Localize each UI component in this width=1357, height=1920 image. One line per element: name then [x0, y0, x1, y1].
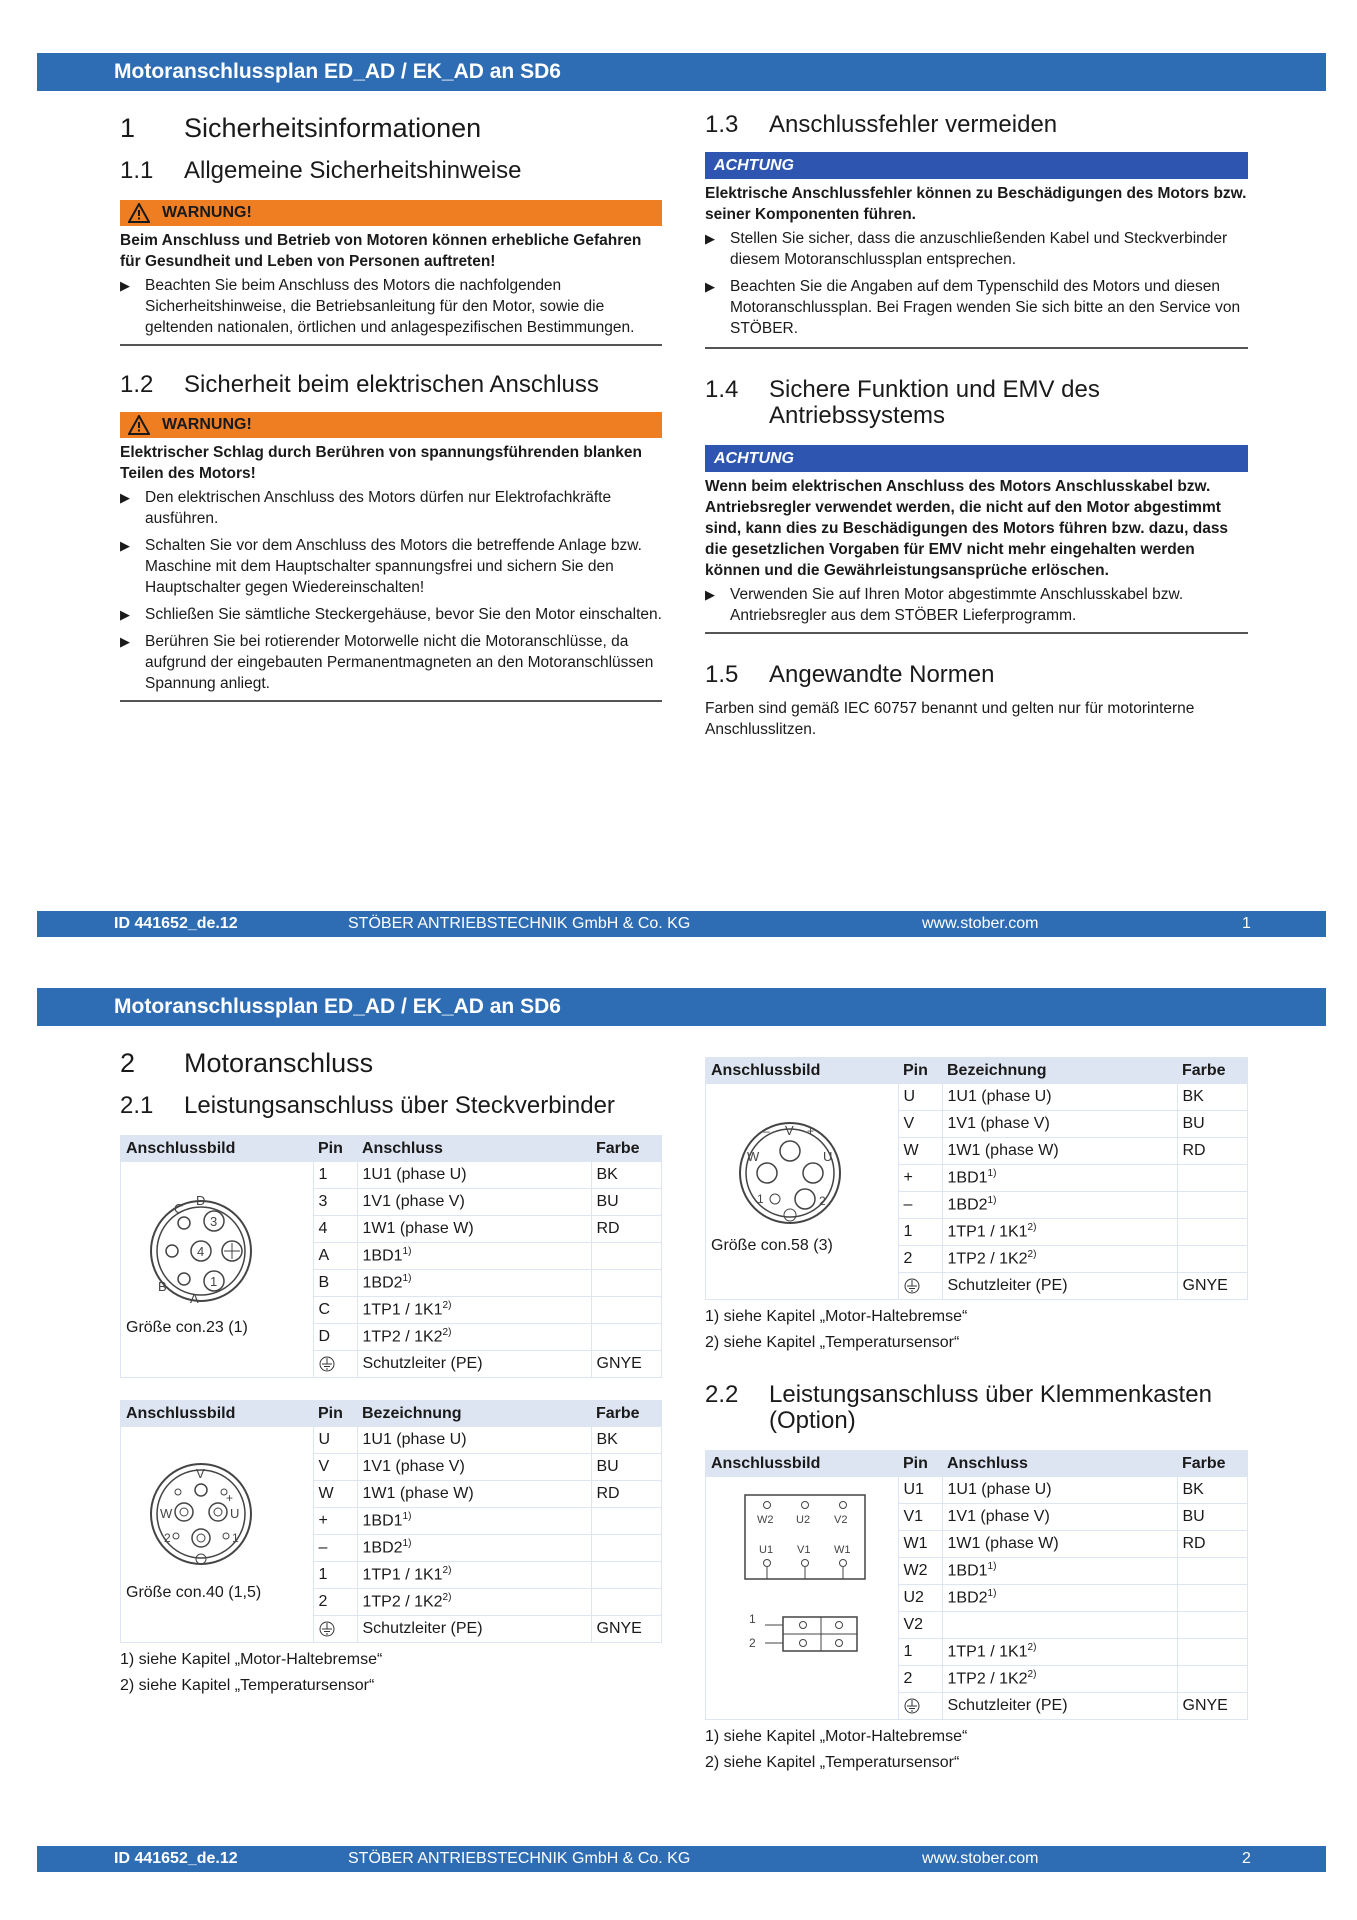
pin-label: V	[785, 1123, 794, 1138]
table-row: Schutzleiter (PE) GNYE	[706, 1273, 1248, 1300]
table-row: 2 1TP2 / 1K2$^{2)}$	[121, 1589, 662, 1616]
footnote: 2) siehe Kapitel „Temperatursensor“	[705, 1754, 960, 1771]
table-row: V U W + 2 1 Größe con.40 (1,5) U 1U1 (phase U) BK	[121, 1427, 662, 1454]
list-item: ▶ Verwenden Sie auf Ihren Motor abgestimmte Anschlusskabel bzw. Antriebsregler aus dem STÖBER Lieferprogramm.	[705, 584, 1248, 626]
terminal-box-icon	[735, 1487, 885, 1687]
table-row: W 1W1 (phase W) RD	[706, 1138, 1248, 1165]
column-header: Farbe	[591, 1136, 662, 1163]
table-row: V 1V1 (phase V) BU	[706, 1111, 1248, 1138]
ground-icon	[319, 1621, 335, 1637]
column-header: Bezeichnung	[357, 1401, 591, 1428]
connector-con23-icon	[146, 1191, 256, 1311]
notice-text: Elektrische Anschlussfehler können zu Beschädigungen des Motors bzw. seiner Komponenten führen.	[705, 185, 1247, 223]
doc-id: ID 441652_de.12	[114, 1850, 238, 1867]
column-header: Pin	[313, 1136, 357, 1163]
divider	[120, 344, 662, 346]
list-item: ▶ Beachten Sie beim Anschluss des Motors die nachfolgenden Sicherheitshinweise, die Betriebsanleitung für den Motor, sowie die geltenden nationalen, örtlichen und anlagespezifischen Bestimmungen.	[120, 275, 662, 338]
ground-icon	[904, 1698, 920, 1714]
notice-text: Wenn beim elektrischen Anschluss des Motors Anschlusskabel bzw. Antriebsregler verwendet werden, die nicht auf den Motor abgestimmt sind, kann dies zu Beschädigungen des Motors führen bzw. dazu, dass die gesetzlichen Vorgaben für EMV nicht mehr eingehalten werden können und die Gewährleistungsansprüche erlöschen.	[705, 478, 1229, 579]
pin-label: 1	[232, 1531, 239, 1545]
company-name: STÖBER ANTRIEBSTECHNIK GmbH & Co. KG	[348, 1850, 691, 1867]
page1-footer	[37, 911, 1326, 937]
doc-id: ID 441652_de.12	[114, 915, 238, 932]
table-terminal-box	[705, 1450, 1248, 1720]
size-label: Größe con.40 (1,5)	[126, 1584, 262, 1601]
table-row: B 1BD2$^{1)}$	[121, 1270, 662, 1297]
warning-text: Elektrischer Schlag durch Berühren von spannungsführenden blanken Teilen des Motors!	[120, 444, 642, 482]
footnote: 1) siehe Kapitel „Motor-Haltebremse“	[705, 1728, 968, 1745]
column-header: Farbe	[1177, 1451, 1248, 1478]
column-header: Anschlussbild	[121, 1136, 314, 1163]
pin-label: 1	[757, 1192, 764, 1206]
divider	[705, 632, 1248, 634]
connector-con40-icon	[146, 1456, 256, 1576]
terminal-label: V2	[834, 1514, 848, 1526]
table-con58	[705, 1057, 1248, 1300]
ground-icon	[319, 1356, 335, 1372]
list-item: ▶ Schließen Sie sämtliche Steckergehäuse, bevor Sie den Motor einschalten.	[120, 604, 662, 625]
ground-icon	[904, 1278, 920, 1294]
table-con23	[120, 1135, 662, 1378]
pin-label: –	[763, 1124, 770, 1138]
page2-header	[37, 988, 1326, 1026]
list-item: ▶ Den elektrischen Anschluss des Motors dürfen nur Elektrofachkräfte ausführen.	[120, 487, 662, 529]
connector-con58-icon	[735, 1115, 845, 1235]
doc-title: Motoranschlussplan ED_AD / EK_AD an SD6	[114, 995, 561, 1018]
connector-diagram-con58	[706, 1084, 899, 1300]
list-item: ▶ Berühren Sie bei rotierender Motorwelle nicht die Motoranschlüsse, da aufgrund der eingebauten Permanentmagneten an den Motoranschlüssen Spannung anliegt.	[120, 631, 662, 694]
left-column-p1	[120, 112, 662, 702]
pin-label: W	[160, 1506, 173, 1521]
pin-label: 4	[197, 1244, 205, 1259]
terminal-label: 2	[749, 1636, 756, 1650]
table-row: V1 1V1 (phase V) BU	[706, 1504, 1248, 1531]
footnote: 2) siehe Kapitel „Temperatursensor“	[705, 1334, 960, 1351]
page1-header	[37, 53, 1326, 91]
table-row: 2 1TP2 / 1K2$^{2)}$	[706, 1246, 1248, 1273]
pin-label: +	[226, 1491, 234, 1505]
size-label: Größe con.23 (1)	[126, 1319, 248, 1336]
table-row: 4 1W1 (phase W) RD	[121, 1216, 662, 1243]
column-header: Pin	[898, 1451, 942, 1478]
table-row: Schutzleiter (PE) GNYE	[121, 1616, 662, 1643]
terminal-label: W1	[834, 1544, 851, 1556]
list-item: ▶ Stellen Sie sicher, dass die anzuschließenden Kabel und Steckverbinder diesem Motoranschlussplan entsprechen.	[705, 228, 1248, 270]
pin-label: V	[196, 1466, 205, 1481]
table-row: V U W + – 1 2 Größe con.58 (3) U 1U1 (phase U) BK	[706, 1084, 1248, 1111]
website-link[interactable]: www.stober.com	[922, 915, 1039, 932]
terminal-label: 1	[749, 1612, 756, 1626]
terminal-box-diagram	[706, 1477, 899, 1720]
terminal-label: U2	[796, 1514, 811, 1526]
table-row: 1 1TP1 / 1K1$^{2)}$	[706, 1639, 1248, 1666]
pin-label: W	[747, 1149, 760, 1164]
footnote: 1) siehe Kapitel „Motor-Haltebremse“	[705, 1308, 968, 1325]
table-row: Schutzleiter (PE) GNYE	[121, 1351, 662, 1378]
table-row: A 1BD1$^{1)}$	[121, 1243, 662, 1270]
column-header: Anschluss	[942, 1451, 1177, 1478]
footnote: 2) siehe Kapitel „Temperatursensor“	[120, 1677, 375, 1694]
pin-label: D	[196, 1193, 206, 1208]
list-item: ▶ Schalten Sie vor dem Anschluss des Motors die betreffende Anlage bzw. Maschine mit dem Hauptschalter spannungsfrei und sichern Sie den Hauptschalter gegen Wiedereinschalten!	[120, 535, 662, 598]
table-row: C D 3 4 B A 1 Größe con.23 (1) 1 1U1 (phase U) BK	[121, 1162, 662, 1189]
terminal-label: W2	[757, 1514, 774, 1526]
pin-label: +	[807, 1124, 815, 1138]
table-row: 2 1TP2 / 1K2$^{2)}$	[706, 1666, 1248, 1693]
table-row: 1 1TP1 / 1K1$^{2)}$	[706, 1219, 1248, 1246]
page2-footer	[37, 1846, 1326, 1872]
section-2-heading: 2 Motoranschluss	[120, 1048, 374, 1078]
connector-diagram-con40	[121, 1427, 314, 1643]
table-row: W2 U2 V2 U1 V1 W1 1 2 U1 1U1 (phase U) BK	[706, 1477, 1248, 1504]
terminal-label: U1	[759, 1544, 774, 1556]
column-header: Anschlussbild	[121, 1401, 314, 1428]
table-row: V2	[706, 1612, 1248, 1639]
size-label: Größe con.58 (3)	[711, 1237, 833, 1254]
table-row: – 1BD2$^{1)}$	[706, 1192, 1248, 1219]
column-header: Bezeichnung	[942, 1058, 1177, 1085]
table-row: C 1TP1 / 1K1$^{2)}$	[121, 1297, 662, 1324]
warning-banner: WARNUNG!	[120, 412, 662, 438]
warning-triangle-icon	[128, 200, 162, 226]
section-2-2-heading: 2.2 Leistungsanschluss über Klemmenkasten (Option)	[705, 1381, 1212, 1434]
pin-label: 1	[210, 1274, 218, 1289]
column-header: Pin	[898, 1058, 942, 1085]
list-item: ▶ Beachten Sie die Angaben auf dem Typenschild des Motors und diesen Motoranschlussplan. Bei Fragen wenden Sie sich bitte an den Service von STÖBER.	[705, 276, 1248, 339]
table-row: W2 1BD1$^{1)}$	[706, 1558, 1248, 1585]
section-1-5-heading: 1.5 Angewandte Normen	[705, 661, 995, 688]
left-column-p2	[120, 1047, 662, 1699]
pin-label: B	[158, 1279, 167, 1294]
table-row: 3 1V1 (phase V) BU	[121, 1189, 662, 1216]
table-row: + 1BD1$^{1)}$	[121, 1508, 662, 1535]
pin-label: U	[230, 1506, 240, 1521]
terminal-label: V1	[797, 1544, 811, 1556]
section-1-2-heading: 1.2 Sicherheit beim elektrischen Anschluss	[120, 371, 599, 398]
table-row: W 1W1 (phase W) RD	[121, 1481, 662, 1508]
column-header: Farbe	[1177, 1058, 1248, 1085]
table-row: – 1BD2$^{1)}$	[121, 1535, 662, 1562]
divider	[705, 347, 1248, 349]
divider	[120, 700, 662, 702]
page-number: 1	[1242, 915, 1251, 932]
pin-label: U	[823, 1149, 833, 1164]
column-header: Farbe	[591, 1401, 662, 1428]
warning-text: Beim Anschluss und Betrieb von Motoren können erhebliche Gefahren für Gesundheit und Leben von Personen auftreten!	[120, 232, 642, 270]
table-row: W1 1W1 (phase W) RD	[706, 1531, 1248, 1558]
right-column-p1	[705, 112, 1248, 740]
section-1-1-heading: 1.1 Allgemeine Sicherheitshinweise	[120, 157, 522, 184]
column-header: Anschlussbild	[706, 1058, 899, 1085]
page-number: 2	[1242, 1850, 1251, 1867]
table-row: U2 1BD2$^{1)}$	[706, 1585, 1248, 1612]
notice-banner: ACHTUNG	[705, 445, 1248, 472]
section-1-3-heading: 1.3 Anschlussfehler vermeiden	[705, 111, 1058, 138]
warning-banner: WARNUNG!	[120, 200, 662, 226]
table-row: D 1TP2 / 1K2$^{2)}$	[121, 1324, 662, 1351]
table-row: + 1BD1$^{1)}$	[706, 1165, 1248, 1192]
table-row: V 1V1 (phase V) BU	[121, 1454, 662, 1481]
column-header: Anschluss	[357, 1136, 591, 1163]
column-header: Pin	[313, 1401, 357, 1428]
section-1-heading: 1 Sicherheitsinformationen	[120, 113, 482, 143]
warning-triangle-icon	[128, 412, 162, 438]
table-row: 1 1TP1 / 1K1$^{2)}$	[121, 1562, 662, 1589]
company-name: STÖBER ANTRIEBSTECHNIK GmbH & Co. KG	[348, 915, 691, 932]
section-1-4-heading: 1.4 Sichere Funktion und EMV des Antriebssystems	[705, 376, 1100, 429]
connector-diagram-con23	[121, 1162, 314, 1378]
column-header: Anschlussbild	[706, 1451, 899, 1478]
pin-label: 2	[819, 1194, 826, 1208]
doc-title: Motoranschlussplan ED_AD / EK_AD an SD6	[114, 60, 561, 83]
table-row: Schutzleiter (PE) GNYE	[706, 1693, 1248, 1720]
section-2-1-heading: 2.1 Leistungsanschluss über Steckverbinder	[120, 1092, 615, 1119]
website-link[interactable]: www.stober.com	[922, 1850, 1039, 1867]
standards-text: Farben sind gemäß IEC 60757 benannt und gelten nur für motorinterne Anschlusslitzen.	[705, 700, 1195, 738]
table-con40	[120, 1400, 662, 1643]
notice-banner: ACHTUNG	[705, 152, 1248, 179]
pin-label: C	[174, 1201, 184, 1216]
right-column-p2	[705, 1057, 1248, 1776]
pin-label: 2	[164, 1531, 171, 1545]
pin-label: A	[190, 1291, 199, 1306]
footnote: 1) siehe Kapitel „Motor-Haltebremse“	[120, 1651, 383, 1668]
pin-label: 3	[210, 1214, 218, 1229]
